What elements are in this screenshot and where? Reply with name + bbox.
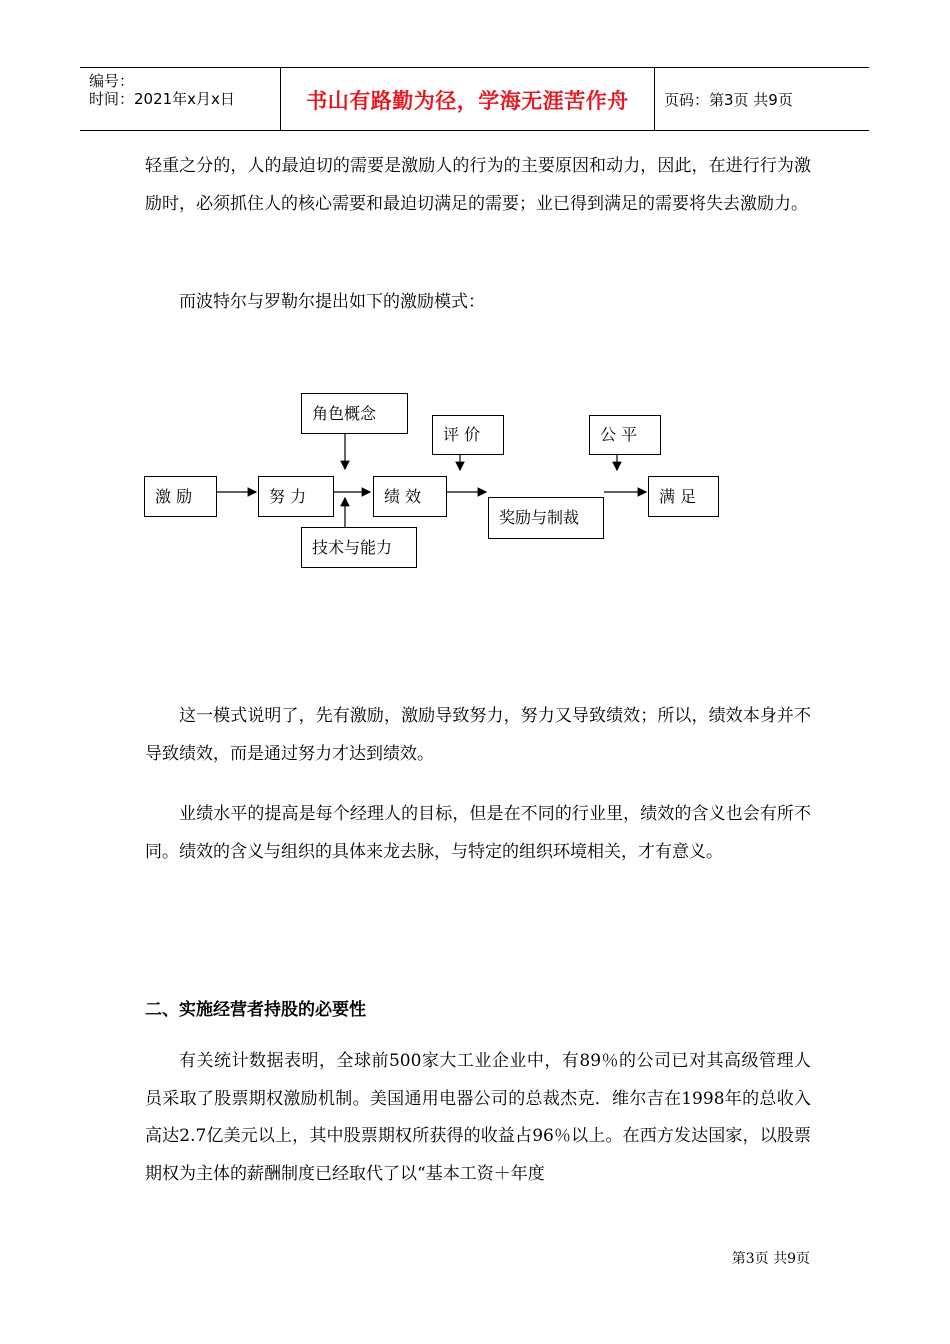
diagram-arrows	[0, 0, 950, 620]
box-performance: 绩 效	[373, 476, 447, 517]
footer-page-number: 第3页 共9页	[731, 1251, 810, 1267]
document-number-label: 编号：	[89, 72, 135, 90]
section-heading: 二、实施经营者持股的必要性	[145, 1000, 366, 1020]
header-page-number: 页码：第3页 共9页	[664, 91, 793, 109]
paragraph-4: 业绩水平的提高是每个经理人的目标，但是在不同的行业里，绩效的含义也会有所不同。绩效的含义与组织的具体来龙去脉，与特定的组织环境相关，才有意义。	[145, 804, 811, 862]
header-motto: 书山有路勤为径，学海无涯苦作舟	[306, 89, 629, 113]
box-fairness: 公 平	[589, 415, 661, 455]
document-date-label: 时间：2021年x月x日	[89, 90, 235, 108]
box-skill-ability: 技术与能力	[301, 527, 417, 568]
paragraph-5: 有关统计数据表明，全球前500家大工业企业中，有89％的公司已对其高级管理人员采取了股票期权激励机制。美国通用电器公司的总裁杰克．维尔吉在1998年的总收入高达2.7亿美元以上，其中股票期权所获得的收益占96％以上。在西方发达国家，以股票期权为主体的薪酬制度已经取代了以“基本工资＋年度	[145, 1051, 811, 1184]
box-satisfaction: 满 足	[648, 476, 719, 517]
paragraph-1: 轻重之分的，人的最迫切的需要是激励人的行为的主要原因和动力，因此，在进行行为激励时，必须抓住人的核心需要和最迫切满足的需要；业已得到满足的需要将失去激励力。	[145, 156, 811, 214]
box-effort: 努 力	[258, 476, 334, 517]
box-role-concept: 角色概念	[301, 393, 408, 434]
box-evaluation: 评 价	[432, 415, 504, 455]
box-reward-sanction: 奖励与制裁	[488, 497, 604, 539]
paragraph-3: 这一模式说明了，先有激励，激励导致努力，努力又导致绩效；所以，绩效本身并不导致绩效，而是通过努力才达到绩效。	[145, 706, 811, 764]
box-incentive: 激 励	[144, 476, 217, 517]
paragraph-2: 而波特尔与罗勒尔提出如下的激励模式：	[179, 292, 485, 312]
